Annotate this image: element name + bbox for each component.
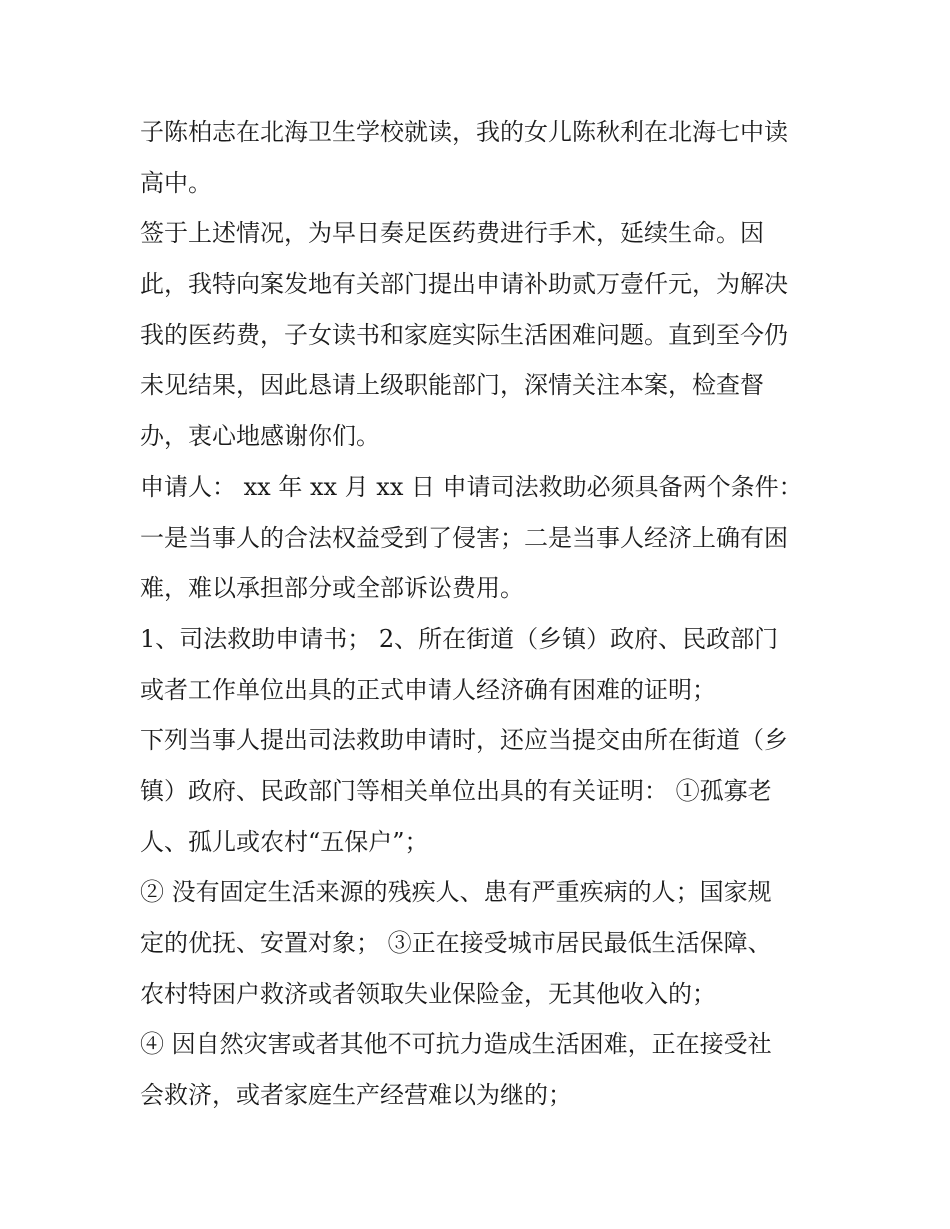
text-line: 申请人： xx 年 xx 月 xx 日 申请司法救助必须具备两个条件：: [140, 472, 803, 501]
text-line: 我的医药费，子女读书和家庭实际生活困难问题。直到至今仍: [140, 320, 788, 349]
text-line: 下列当事人提出司法救助申请时，还应当提交由所在街道（乡: [140, 726, 788, 755]
text-line: 农村特困户救济或者领取失业保险金，无其他收入的；: [140, 979, 716, 1008]
text-line: 或者工作单位出具的正式申请人经济确有困难的证明；: [140, 675, 716, 704]
text-line: 子陈柏志在北海卫生学校就读，我的女儿陈秋利在北海七中读: [140, 118, 788, 146]
text-line: 一是当事人的合法权益受到了侵害；二是当事人经济上确有困: [140, 523, 788, 552]
text-line: 人、孤儿或农村“五保户”；: [140, 827, 429, 856]
document-body: [140, 107, 830, 1121]
text-line: 会救济，或者家庭生产经营难以为继的；: [140, 1081, 572, 1110]
text-line: ④ 因自然灾害或者其他不可抗力造成生活困难，正在接受社: [140, 1030, 772, 1059]
text-line: 办，衷心地感谢你们。: [140, 422, 380, 451]
text-line: 镇）政府、民政部门等相关单位出具的有关证明： ①孤寡老: [140, 776, 772, 805]
text-line: 定的优抚、安置对象； ③正在接受城市居民最低生活保障、: [140, 929, 772, 957]
text-line: 签于上述情况，为早日奏足医药费进行手术，延续生命。因: [140, 219, 764, 248]
text-line: 高中。: [140, 168, 212, 197]
text-line: 此，我特向案发地有关部门提出申请补助贰万壹仟元，为解决: [140, 270, 788, 299]
text-line: 1、司法救助申请书； 2、所在街道（乡镇）政府、民政部门: [140, 624, 779, 653]
text-line: 未见结果，因此恳请上级职能部门，深情关注本案，检查督: [140, 371, 764, 400]
text-line: 难，难以承担部分或全部诉讼费用。: [140, 574, 524, 603]
text-line: ② 没有固定生活来源的残疾人、患有严重疾病的人；国家规: [140, 878, 772, 907]
